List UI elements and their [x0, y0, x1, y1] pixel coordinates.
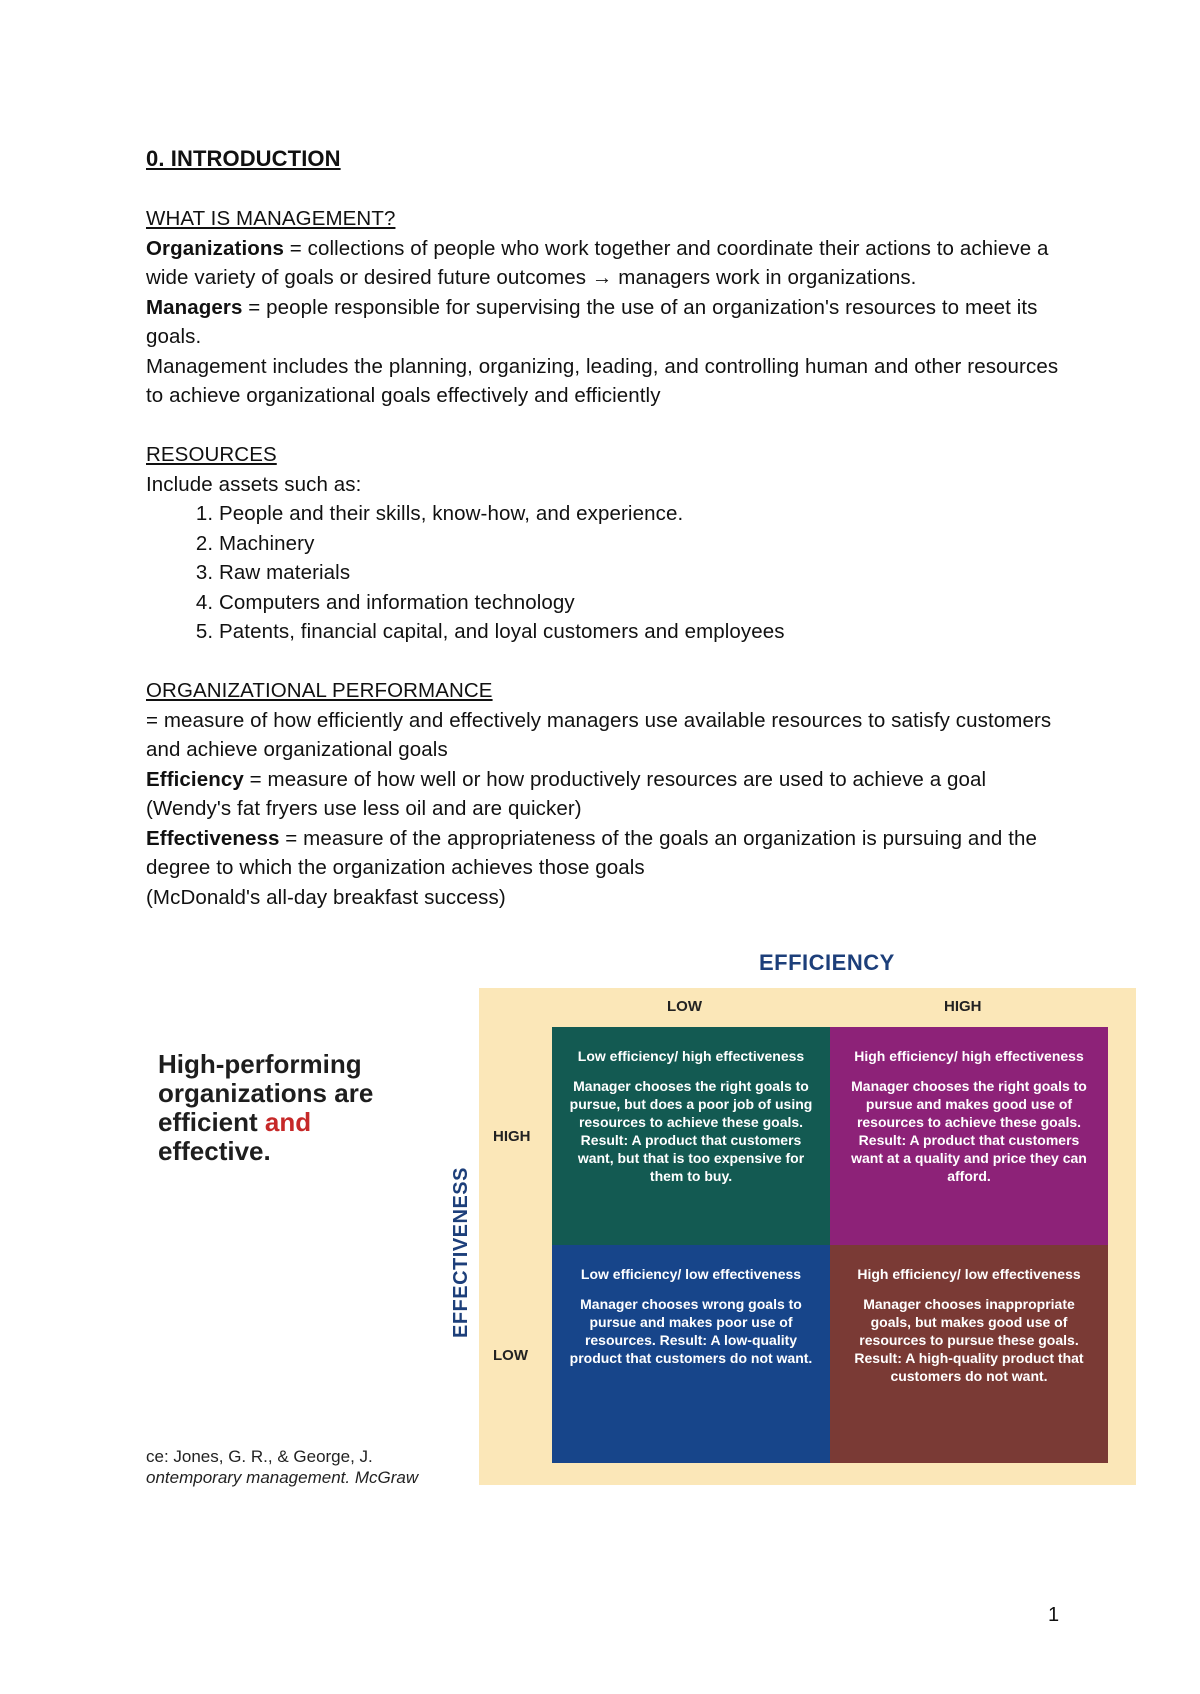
organizations-term: Organizations	[146, 236, 284, 260]
list-item: 1. People and their skills, know-how, and experience.	[219, 499, 1066, 529]
effectiveness-example: (McDonald's all-day breakfast success)	[146, 885, 506, 909]
what-is-management-title: WHAT IS MANAGEMENT?	[146, 207, 396, 230]
quadrant-high-eff-low-effv	[830, 1245, 1108, 1463]
effectiveness-term: Effectiveness	[146, 826, 280, 850]
column-label-low: LOW	[667, 998, 702, 1015]
resources-intro: Include assets such as:	[146, 472, 362, 496]
caption-line: effective.	[158, 1136, 271, 1166]
row-label-high: HIGH	[493, 1128, 531, 1145]
caption-line: organizations are	[158, 1078, 374, 1108]
effectiveness-definition	[146, 824, 1066, 883]
quadrant-body: Manager chooses the right goals to pursue and makes good use of resources to achieve these goals. Result: A product that customers want at a quality and price they can afford.	[851, 1078, 1087, 1184]
efficiency-term: Efficiency	[146, 767, 244, 791]
caption-line	[158, 1108, 373, 1137]
quadrant-low-eff-high-effv	[552, 1027, 830, 1245]
quadrant-title: Low efficiency/ high effectiveness	[577, 1048, 805, 1064]
resources-list	[146, 499, 1066, 647]
managers-definition	[146, 293, 1066, 352]
body-text	[146, 144, 1066, 912]
high-performing-caption	[158, 1050, 373, 1166]
list-item: 3. Raw materials	[219, 558, 1066, 588]
section-heading: 0. INTRODUCTION	[146, 146, 341, 171]
quadrant-title: High efficiency/ low effectiveness	[857, 1266, 1081, 1282]
quadrant-high-eff-high-effv	[830, 1027, 1108, 1245]
efficiency-effectiveness-figure	[146, 950, 1136, 1485]
caption-word: efficient	[158, 1107, 265, 1137]
organizations-def-text: = collections of people who work together and coordinate their actions to achieve a wide variety of goals or desired future outcomes → managers work in organizations.	[146, 236, 1049, 289]
managers-term: Managers	[146, 295, 243, 319]
quadrant-title: Low efficiency/ low effectiveness	[580, 1266, 802, 1282]
quadrant-body: Manager chooses inappropriate goals, but makes good use of resources to pursue these goals. Result: A high-quality product that customers do not want.	[854, 1296, 1084, 1384]
organizations-definition	[146, 234, 1066, 293]
list-item: 2. Machinery	[219, 529, 1066, 559]
efficiency-definition	[146, 765, 1066, 795]
figure-source-cut: ontemporary management. McGraw	[146, 1468, 419, 1487]
quadrant-low-eff-low-effv	[552, 1245, 830, 1463]
page-number: 1	[1048, 1604, 1060, 1626]
figure-source: ce: Jones, G. R., & George, J.	[146, 1447, 373, 1466]
list-item: 5. Patents, financial capital, and loyal customers and employees	[219, 617, 1066, 647]
quadrant-body: Manager chooses the right goals to pursue, but does a poor job of using resources to achieve these goals. Result: A product that customers want, but that is too expensive for them to buy.	[569, 1078, 813, 1184]
efficiency-axis-title: EFFICIENCY	[759, 950, 895, 975]
management-description: Management includes the planning, organizing, leading, and controlling human and other resources to achieve organizational goals effectively and efficiently	[146, 354, 1059, 407]
quadrant-body: Manager chooses wrong goals to pursue and makes poor use of resources. Result: A low-quality product that customers do not want.	[569, 1296, 813, 1366]
efficiency-example: (Wendy's fat fryers use less oil and are quicker)	[146, 797, 582, 820]
effectiveness-def-text: = measure of the appropriateness of the goals an organization is pursuing and the degree to which the organization achieves those goals	[146, 826, 1037, 879]
quadrant-title: High efficiency/ high effectiveness	[854, 1048, 1084, 1064]
efficiency-def-text: = measure of how well or how productively resources are used to achieve a goal	[243, 767, 987, 791]
row-label-low: LOW	[493, 1347, 528, 1364]
resources-title: RESOURCES	[146, 443, 277, 466]
list-item: 4. Computers and information technology	[219, 588, 1066, 618]
column-label-high: HIGH	[944, 998, 982, 1015]
effectiveness-axis-title: EFFECTIVENESS	[450, 1167, 472, 1338]
caption-word-red: and	[264, 1107, 312, 1137]
managers-def-text: = people responsible for supervising the use of an organization's resources to meet its goals.	[146, 295, 1038, 348]
caption-line: High-performing	[158, 1049, 362, 1079]
org-performance-definition: = measure of how efficiently and effectively managers use available resources to satisfy customers and achieve organizational goals	[146, 708, 1052, 761]
org-performance-title: ORGANIZATIONAL PERFORMANCE	[146, 679, 493, 702]
